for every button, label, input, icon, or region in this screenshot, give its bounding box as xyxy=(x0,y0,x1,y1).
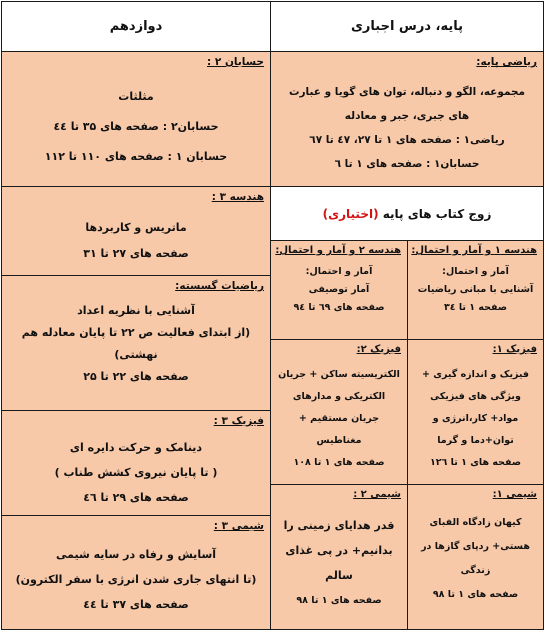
cell-line: آشنایی با مبانی ریاضیات xyxy=(417,284,534,295)
cell-line: حسابان ۱ : صفحه های ۱۱۰ تا ۱۱۲ xyxy=(44,150,228,163)
cell-body xyxy=(8,300,264,388)
cell-title: هندسه ۲ و آمار و احتمال: xyxy=(275,245,401,256)
cell-line: ماتریس و کاربردها xyxy=(85,221,187,234)
cell-line: هستی+ ردپای گازها در xyxy=(421,541,530,552)
cell-body xyxy=(8,215,264,267)
cell-line: ( تا پایان نیروی کشش طناب ) xyxy=(54,466,218,479)
cell-body xyxy=(8,542,264,617)
cell-line: آمار و احتمال: xyxy=(305,266,373,277)
cell-line: صفحه های ۲۷ تا ۳۱ xyxy=(83,247,189,260)
cell-line: صفحه های ۱ تا ۹۸ xyxy=(296,595,382,606)
cell-title: شیمی ۲ : xyxy=(353,489,401,500)
header-base-required xyxy=(270,1,544,52)
cell-body xyxy=(8,82,264,172)
cell-line: (از ابتدای فعالیت ص ۲۲ تا پایان معادله هم xyxy=(21,326,251,339)
cell-title: هندسه ۳ : xyxy=(211,191,264,203)
cell-chemistry-1 xyxy=(407,484,544,630)
pair-books-header xyxy=(270,186,544,241)
cell-line: مثلثات xyxy=(118,90,154,103)
cell-base-math xyxy=(270,51,544,187)
cell-line: مغناطیس xyxy=(316,435,362,446)
cell-line: حسابان۲ : صفحه های ۳۵ تا ٤٤ xyxy=(53,120,219,133)
cell-line: صفحه های ٦٩ تا ۹٤ xyxy=(293,302,385,313)
cell-line: (تا انتهای جاری شدن انرژی با سفر الکترون) xyxy=(15,573,257,586)
header-grade-12-label: دوازدهم xyxy=(109,19,163,34)
cell-body xyxy=(414,511,537,607)
cell-line: نهشتی) xyxy=(114,348,158,361)
cell-title: فیزیک ۲: xyxy=(356,344,401,355)
cell-line: صفحه های ۳۷ تا ٤٤ xyxy=(83,598,189,611)
cell-line: صفحه های ۱ تا ۱۲٦ xyxy=(429,457,522,468)
cell-body xyxy=(277,263,401,317)
cell-title: شیمی ۳ : xyxy=(213,520,264,532)
cell-title: فیزیک ۳ : xyxy=(213,415,264,427)
cell-body xyxy=(277,364,401,474)
cell-line: جریان مستقیم + xyxy=(298,413,380,424)
cell-line: مواد+ کار،انرژی و xyxy=(432,413,519,424)
cell-physics-2 xyxy=(270,339,408,485)
cell-line: آمار توصیفی xyxy=(308,284,370,295)
cell-line: الکتریکی و مدارهای xyxy=(292,391,386,402)
cell-line: صفحه های ۱ تا ۱۰۸ xyxy=(293,457,385,468)
cell-line: صفحه ۱ تا ۳٤ xyxy=(443,302,508,313)
cell-line: حسابان۱ : صفحه های ۱ تا ٦ xyxy=(334,158,480,170)
cell-line: ویژگی های فیزیکی xyxy=(430,391,521,402)
cell-title: ریاضی پایه: xyxy=(476,56,537,68)
cell-line: صفحه های ۲۲ تا ۲۵ xyxy=(83,370,189,383)
cell-body xyxy=(8,435,264,510)
cell-line: زندگی xyxy=(460,565,491,576)
cell-body xyxy=(277,80,537,176)
cell-body xyxy=(277,513,401,613)
cell-line: فیزیک و اندازه گیری + xyxy=(421,369,530,380)
cell-line: آمار و احتمال: xyxy=(442,266,509,277)
cell-discrete-math xyxy=(1,275,271,411)
cell-line: آشنایی با نظریه اعداد xyxy=(77,304,195,317)
cell-line: دینامک و حرکت دایره ای xyxy=(69,441,203,454)
cell-body xyxy=(414,364,537,474)
cell-line: الکتریسیته ساکن + جریان xyxy=(278,369,400,380)
cell-chemistry-3 xyxy=(1,515,271,630)
header-base-required-label: پایه، درس اجباری xyxy=(350,19,464,34)
cell-line: مجموعه، الگو و دنباله، توان های گویا و عبارت xyxy=(288,86,526,98)
cell-line: صفحه های ۱ تا ۹۸ xyxy=(432,589,519,600)
cell-line: های جبری، جبر و معادله xyxy=(344,110,470,122)
cell-calculus-2 xyxy=(1,51,271,187)
cell-geometry-1-stats xyxy=(407,240,544,340)
cell-physics-1 xyxy=(407,339,544,485)
cell-title: حسابان ۲ : xyxy=(207,56,264,68)
optional-label: (اختیاری) xyxy=(322,206,379,221)
cell-line: قدر هدایای زمینی را xyxy=(283,519,395,532)
cell-line: توان+دما و گرما xyxy=(437,435,514,446)
cell-geometry-3 xyxy=(1,186,271,276)
cell-line: بدانیم+ در پی غذای xyxy=(285,544,393,557)
cell-line: صفحه های ۲۹ تا ٤٦ xyxy=(83,491,189,504)
cell-line: ریاضی۱ : صفحه های ۱ تا ۲۷، ٤٧ تا ٦٧ xyxy=(309,134,505,146)
cell-line: کیهان زادگاه الفبای xyxy=(429,517,522,528)
cell-physics-3 xyxy=(1,410,271,516)
cell-chemistry-2 xyxy=(270,484,408,630)
cell-line: آسایش و رفاه در سایه شیمی xyxy=(55,548,217,561)
cell-geometry-2-stats xyxy=(270,240,408,340)
cell-body xyxy=(414,263,537,317)
header-grade-12 xyxy=(1,1,271,52)
cell-title: فیزیک ۱: xyxy=(492,344,537,355)
cell-title: ریاضیات گسسته: xyxy=(175,280,264,292)
cell-title: هندسه ۱ و آمار و احتمال: xyxy=(411,245,537,256)
cell-title: شیمی ۱: xyxy=(492,489,537,500)
pair-books-label: زوج کتاب های پایه xyxy=(382,206,492,221)
cell-line: سالم xyxy=(325,569,353,582)
